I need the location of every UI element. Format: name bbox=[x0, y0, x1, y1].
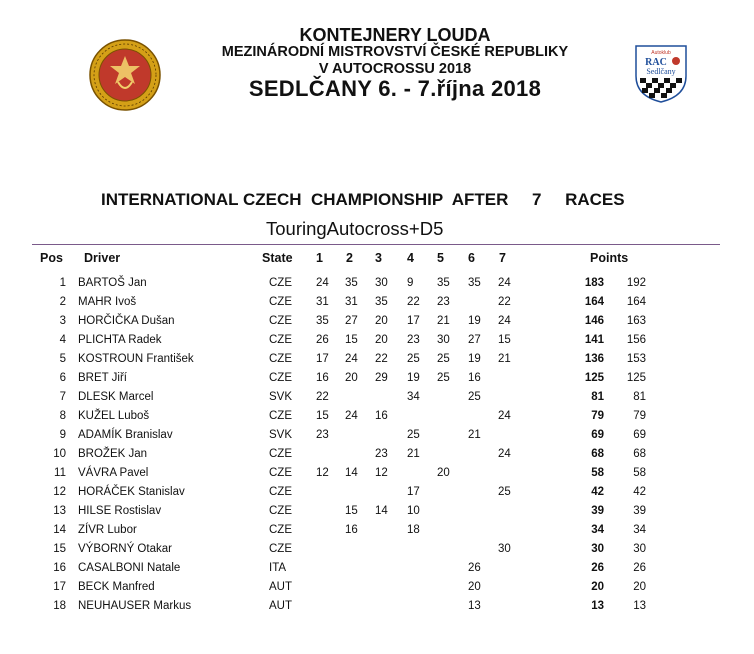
logo-town-text: Sedlčany bbox=[646, 67, 676, 76]
race1-points-cell: 16 bbox=[316, 372, 329, 384]
table-row bbox=[0, 331, 754, 350]
race7-points-cell: 25 bbox=[498, 486, 511, 498]
counted-points-cell: 69 bbox=[591, 429, 604, 441]
driver-name-cell: VÁVRA Pavel bbox=[78, 467, 149, 479]
driver-name-cell: DLESK Marcel bbox=[78, 391, 154, 403]
col-race5-header: 5 bbox=[437, 251, 444, 265]
race6-points-cell: 35 bbox=[468, 277, 481, 289]
total-points-cell: 163 bbox=[626, 315, 646, 327]
state-cell: CZE bbox=[269, 543, 292, 555]
race1-points-cell: 24 bbox=[316, 277, 329, 289]
counted-points-cell: 13 bbox=[591, 600, 604, 612]
col-driver-header: Driver bbox=[84, 251, 121, 265]
table-row bbox=[0, 445, 754, 464]
total-points-cell: 13 bbox=[633, 600, 646, 612]
race4-points-cell: 19 bbox=[407, 372, 420, 384]
position-cell: 2 bbox=[59, 296, 66, 308]
table-row bbox=[0, 502, 754, 521]
total-points-cell: 153 bbox=[626, 353, 646, 365]
race2-points-cell: 15 bbox=[345, 505, 358, 517]
driver-name-cell: VÝBORNÝ Otakar bbox=[78, 543, 172, 555]
state-cell: CZE bbox=[269, 372, 292, 384]
race6-points-cell: 26 bbox=[468, 562, 481, 574]
driver-name-cell: BRET Jiří bbox=[78, 372, 127, 384]
table-row bbox=[0, 597, 754, 616]
col-race6-header: 6 bbox=[468, 251, 475, 265]
col-race7-header: 7 bbox=[499, 251, 506, 265]
race3-points-cell: 20 bbox=[375, 334, 388, 346]
driver-name-cell: HORÁČEK Stanislav bbox=[78, 486, 185, 498]
table-row bbox=[0, 464, 754, 483]
col-state-header: State bbox=[262, 251, 293, 265]
race6-points-cell: 13 bbox=[468, 600, 481, 612]
driver-name-cell: PLICHTA Radek bbox=[78, 334, 162, 346]
race1-points-cell: 26 bbox=[316, 334, 329, 346]
race1-points-cell: 15 bbox=[316, 410, 329, 422]
state-cell: CZE bbox=[269, 467, 292, 479]
position-cell: 1 bbox=[59, 277, 66, 289]
race7-points-cell: 22 bbox=[498, 296, 511, 308]
position-cell: 11 bbox=[54, 467, 66, 479]
table-row bbox=[0, 350, 754, 369]
counted-points-cell: 183 bbox=[584, 277, 604, 289]
state-cell: CZE bbox=[269, 505, 292, 517]
col-race3-header: 3 bbox=[375, 251, 382, 265]
position-cell: 3 bbox=[59, 315, 66, 327]
race1-points-cell: 17 bbox=[316, 353, 329, 365]
driver-name-cell: KUŽEL Luboš bbox=[78, 410, 150, 422]
state-cell: AUT bbox=[269, 600, 292, 612]
driver-name-cell: HILSE Rostislav bbox=[78, 505, 162, 517]
counted-points-cell: 136 bbox=[584, 353, 604, 365]
position-cell: 4 bbox=[59, 334, 66, 346]
race3-points-cell: 14 bbox=[375, 505, 388, 517]
table-row bbox=[0, 540, 754, 559]
table-row bbox=[0, 369, 754, 388]
col-race2-header: 2 bbox=[346, 251, 353, 265]
race4-points-cell: 18 bbox=[407, 524, 420, 536]
counted-points-cell: 34 bbox=[591, 524, 604, 536]
race5-points-cell: 35 bbox=[437, 277, 450, 289]
table-row bbox=[0, 274, 754, 293]
table-row bbox=[0, 426, 754, 445]
standings-title: INTERNATIONAL CZECH CHAMPIONSHIP AFTER 7 RACES bbox=[101, 190, 625, 209]
state-cell: AUT bbox=[269, 581, 292, 593]
total-points-cell: 39 bbox=[633, 505, 646, 517]
state-cell: CZE bbox=[269, 315, 292, 327]
race3-points-cell: 29 bbox=[375, 372, 388, 384]
race1-points-cell: 35 bbox=[316, 315, 329, 327]
position-cell: 14 bbox=[53, 524, 66, 536]
race4-points-cell: 23 bbox=[407, 334, 420, 346]
total-points-cell: 192 bbox=[626, 277, 646, 289]
race4-points-cell: 9 bbox=[407, 277, 414, 289]
position-cell: 10 bbox=[53, 448, 66, 460]
counted-points-cell: 39 bbox=[591, 505, 604, 517]
race2-points-cell: 31 bbox=[345, 296, 358, 308]
event-heading bbox=[160, 26, 630, 101]
race6-points-cell: 16 bbox=[468, 372, 481, 384]
race1-points-cell: 23 bbox=[316, 429, 329, 441]
driver-name-cell: ADAMÍK Branislav bbox=[78, 429, 173, 441]
col-race4-header: 4 bbox=[407, 251, 414, 265]
total-points-cell: 20 bbox=[633, 581, 646, 593]
total-points-cell: 164 bbox=[626, 296, 646, 308]
race3-points-cell: 20 bbox=[375, 315, 388, 327]
total-points-cell: 81 bbox=[633, 391, 646, 403]
counted-points-cell: 125 bbox=[584, 372, 604, 384]
race4-points-cell: 17 bbox=[407, 486, 420, 498]
race7-points-cell: 30 bbox=[498, 543, 511, 555]
total-points-cell: 68 bbox=[633, 448, 646, 460]
position-cell: 7 bbox=[59, 391, 66, 403]
counted-points-cell: 26 bbox=[591, 562, 604, 574]
position-cell: 5 bbox=[59, 353, 66, 365]
position-cell: 17 bbox=[53, 581, 66, 593]
driver-name-cell: CASALBONI Natale bbox=[78, 562, 181, 574]
total-points-cell: 26 bbox=[633, 562, 646, 574]
document-header bbox=[0, 26, 754, 106]
race6-points-cell: 19 bbox=[468, 353, 481, 365]
position-cell: 15 bbox=[53, 543, 66, 555]
counted-points-cell: 58 bbox=[591, 467, 604, 479]
race2-points-cell: 24 bbox=[345, 410, 358, 422]
counted-points-cell: 30 bbox=[591, 543, 604, 555]
race5-points-cell: 21 bbox=[437, 315, 450, 327]
race5-points-cell: 20 bbox=[437, 467, 450, 479]
total-points-cell: 69 bbox=[633, 429, 646, 441]
race7-points-cell: 24 bbox=[498, 410, 511, 422]
state-cell: CZE bbox=[269, 410, 292, 422]
logo-rac-text: RAC bbox=[645, 57, 667, 68]
table-row bbox=[0, 293, 754, 312]
header-divider bbox=[32, 244, 720, 245]
counted-points-cell: 141 bbox=[584, 334, 604, 346]
total-points-cell: 79 bbox=[633, 410, 646, 422]
race6-points-cell: 25 bbox=[468, 391, 481, 403]
race3-points-cell: 12 bbox=[375, 467, 388, 479]
race4-points-cell: 34 bbox=[407, 391, 420, 403]
table-row bbox=[0, 559, 754, 578]
total-points-cell: 34 bbox=[633, 524, 646, 536]
state-cell: CZE bbox=[269, 334, 292, 346]
driver-name-cell: KOSTROUN František bbox=[78, 353, 194, 365]
race2-points-cell: 15 bbox=[345, 334, 358, 346]
race6-points-cell: 19 bbox=[468, 315, 481, 327]
counted-points-cell: 79 bbox=[591, 410, 604, 422]
autoklub-cr-logo-icon bbox=[88, 38, 162, 112]
total-points-cell: 30 bbox=[633, 543, 646, 555]
category-title: TouringAutocross+D5 bbox=[266, 218, 444, 239]
race2-points-cell: 16 bbox=[345, 524, 358, 536]
state-cell: CZE bbox=[269, 448, 292, 460]
counted-points-cell: 68 bbox=[591, 448, 604, 460]
col-points-header: Points bbox=[590, 251, 629, 265]
logo-small-text: Autoklub bbox=[651, 50, 671, 56]
position-cell: 16 bbox=[53, 562, 66, 574]
counted-points-cell: 146 bbox=[584, 315, 604, 327]
race1-points-cell: 31 bbox=[316, 296, 329, 308]
race3-points-cell: 35 bbox=[375, 296, 388, 308]
sponsor-title: KONTEJNERY LOUDA bbox=[299, 25, 491, 45]
col-pos-header: Pos bbox=[40, 251, 63, 265]
race2-points-cell: 20 bbox=[345, 372, 358, 384]
rac-sedlcany-logo-icon bbox=[634, 44, 688, 104]
table-row bbox=[0, 483, 754, 502]
race4-points-cell: 22 bbox=[407, 296, 420, 308]
driver-name-cell: HORČIČKA Dušan bbox=[78, 315, 175, 327]
race5-points-cell: 30 bbox=[437, 334, 450, 346]
race5-points-cell: 25 bbox=[437, 353, 450, 365]
race4-points-cell: 25 bbox=[407, 429, 420, 441]
position-cell: 9 bbox=[59, 429, 66, 441]
race6-points-cell: 20 bbox=[468, 581, 481, 593]
counted-points-cell: 42 bbox=[591, 486, 604, 498]
total-points-cell: 42 bbox=[633, 486, 646, 498]
table-row bbox=[0, 312, 754, 331]
race3-points-cell: 23 bbox=[375, 448, 388, 460]
state-cell: SVK bbox=[269, 429, 293, 441]
race7-points-cell: 24 bbox=[498, 277, 511, 289]
state-cell: CZE bbox=[269, 277, 292, 289]
race7-points-cell: 24 bbox=[498, 315, 511, 327]
col-race1-header: 1 bbox=[316, 251, 323, 265]
state-cell: CZE bbox=[269, 353, 292, 365]
driver-name-cell: ZÍVR Lubor bbox=[78, 524, 137, 536]
race2-points-cell: 27 bbox=[345, 315, 358, 327]
championship-discipline: V AUTOCROSSU 2018 bbox=[318, 61, 472, 77]
race3-points-cell: 30 bbox=[375, 277, 388, 289]
race7-points-cell: 24 bbox=[498, 448, 511, 460]
race3-points-cell: 16 bbox=[375, 410, 388, 422]
race5-points-cell: 23 bbox=[437, 296, 450, 308]
driver-name-cell: BARTOŠ Jan bbox=[78, 277, 147, 289]
race4-points-cell: 10 bbox=[407, 505, 420, 517]
table-row bbox=[0, 407, 754, 426]
race4-points-cell: 21 bbox=[407, 448, 420, 460]
race7-points-cell: 21 bbox=[498, 353, 511, 365]
position-cell: 13 bbox=[53, 505, 66, 517]
race1-points-cell: 22 bbox=[316, 391, 329, 403]
race1-points-cell: 12 bbox=[316, 467, 329, 479]
driver-name-cell: NEUHAUSER Markus bbox=[78, 600, 192, 612]
race4-points-cell: 25 bbox=[407, 353, 420, 365]
standings-table bbox=[0, 274, 754, 616]
driver-name-cell: BECK Manfred bbox=[78, 581, 155, 593]
driver-name-cell: BROŽEK Jan bbox=[78, 448, 148, 460]
table-row bbox=[0, 388, 754, 407]
state-cell: SVK bbox=[269, 391, 293, 403]
table-row bbox=[0, 521, 754, 540]
total-points-cell: 125 bbox=[626, 372, 646, 384]
race6-points-cell: 21 bbox=[468, 429, 481, 441]
driver-name-cell: MAHR Ivoš bbox=[78, 296, 137, 308]
race4-points-cell: 17 bbox=[407, 315, 420, 327]
position-cell: 8 bbox=[59, 410, 66, 422]
race2-points-cell: 14 bbox=[345, 467, 358, 479]
counted-points-cell: 81 bbox=[591, 391, 604, 403]
event-location-date: SEDLČANY 6. - 7.října 2018 bbox=[248, 76, 542, 101]
counted-points-cell: 20 bbox=[591, 581, 604, 593]
counted-points-cell: 164 bbox=[584, 296, 604, 308]
championship-name: MEZINÁRODNÍ MISTROVSTVÍ ČESKÉ REPUBLIKY bbox=[221, 44, 569, 60]
table-row bbox=[0, 578, 754, 597]
total-points-cell: 156 bbox=[626, 334, 646, 346]
position-cell: 18 bbox=[53, 600, 66, 612]
race5-points-cell: 25 bbox=[437, 372, 450, 384]
race7-points-cell: 15 bbox=[498, 334, 511, 346]
total-points-cell: 58 bbox=[633, 467, 646, 479]
state-cell: CZE bbox=[269, 524, 292, 536]
race2-points-cell: 35 bbox=[345, 277, 358, 289]
position-cell: 6 bbox=[59, 372, 66, 384]
position-cell: 12 bbox=[53, 486, 66, 498]
race2-points-cell: 24 bbox=[345, 353, 358, 365]
state-cell: CZE bbox=[269, 296, 292, 308]
state-cell: ITA bbox=[269, 562, 287, 574]
state-cell: CZE bbox=[269, 486, 292, 498]
race6-points-cell: 27 bbox=[468, 334, 481, 346]
race3-points-cell: 22 bbox=[375, 353, 388, 365]
